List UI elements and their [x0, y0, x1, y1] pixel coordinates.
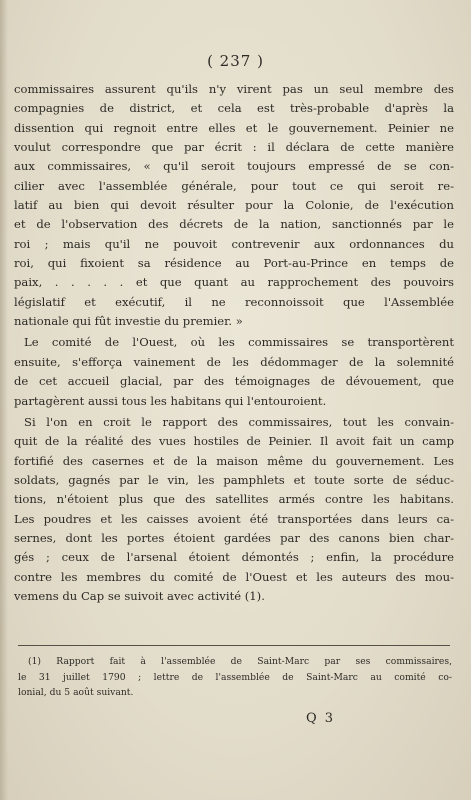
text-line: Le comité de l'Ouest, où les commissaires se transportèrent — [24, 335, 454, 350]
footnote-line: lonial, du 5 août suivant. — [18, 687, 134, 698]
text-line: et de l'observation des décrets de la nation, sanctionnés par le — [14, 217, 454, 232]
text-line: tions, n'étoient plus que des satellites armés contre les habitans. — [14, 492, 454, 507]
text-line: compagnies de district, et cela est très-probable d'après la — [14, 101, 454, 116]
text-line: de cet accueil glacial, par des témoignages de dévouement, que — [14, 374, 454, 389]
footnote-divider — [18, 645, 450, 646]
text-line: dissention qui regnoit entre elles et le gouvernement. Peinier ne — [14, 120, 454, 135]
text-line: roi ; mais qu'il ne pouvoit contrevenir aux ordonnances du — [14, 236, 454, 251]
footnote — [18, 654, 452, 701]
text-line: législatif et exécutif, il ne reconnoissoit que l'Assemblée — [14, 294, 454, 309]
paragraph — [14, 413, 454, 606]
text-line: paix, . . . . . et que quant au rapprochement des pouvoirs — [14, 275, 454, 290]
main-text — [14, 80, 454, 606]
text-line: contre les membres du comité de l'Ouest et les auteurs des mou- — [14, 569, 454, 584]
text-line: Les poudres et les caisses avoient été transportées dans leurs ca- — [14, 511, 454, 526]
text-line: partagèrent aussi tous les habitans qui l'entouroient. — [14, 393, 327, 408]
page-number: ( 237 ) — [207, 52, 264, 70]
text-line: cilier avec l'assemblée générale, pour tout ce qui seroit re- — [14, 178, 454, 193]
text-line: roi, qui fixoient sa résidence au Port-au-Prince en temps de — [14, 256, 454, 271]
text-line: aux commissaires, « qu'il seroit toujours empressé de se con- — [14, 159, 454, 174]
text-line: fortifié des casernes et de la maison même du gouvernement. Les — [14, 453, 454, 468]
footnote-line: le 31 juillet 1790 ; lettre de l'assemblée de Saint-Marc au comité co- — [18, 671, 452, 683]
text-line: ensuite, s'efforça vainement de les dédommager de la solemnité — [14, 354, 454, 369]
text-line: gés ; ceux de l'arsenal étoient démontés ; enfin, la procédure — [14, 550, 454, 565]
text-line: commissaires assurent qu'ils n'y virent pas un seul membre des — [14, 82, 454, 96]
text-line: latif au bien qui devoit résulter pour la Colonie, de l'exécution — [14, 198, 454, 213]
paragraph — [14, 80, 454, 331]
text-line: sernes, dont les portes étoient gardées par des canons bien char- — [14, 530, 454, 545]
text-line: voulut correspondre que par écrit : il déclara de cette manière — [14, 140, 454, 155]
text-line: Si l'on en croit le rapport des commissaires, tout les convain- — [24, 414, 454, 429]
text-line: soldats, gagnés par le vin, les pamphlets et toute sorte de séduc- — [14, 472, 454, 487]
text-line: quit de la réalité des vues hostiles de Peinier. Il avoit fait un camp — [14, 434, 454, 449]
page-gutter-shadow — [0, 0, 8, 800]
signature-mark: Q 3 — [306, 711, 336, 726]
paragraph — [14, 333, 454, 410]
footnote-line: (1) Rapport fait à l'assemblée de Saint-Marc par ses commissaires, — [28, 656, 452, 667]
text-line: vemens du Cap se suivoit avec activité (1). — [14, 588, 265, 603]
text-line: nationale qui fût investie du premier. » — [14, 314, 243, 329]
